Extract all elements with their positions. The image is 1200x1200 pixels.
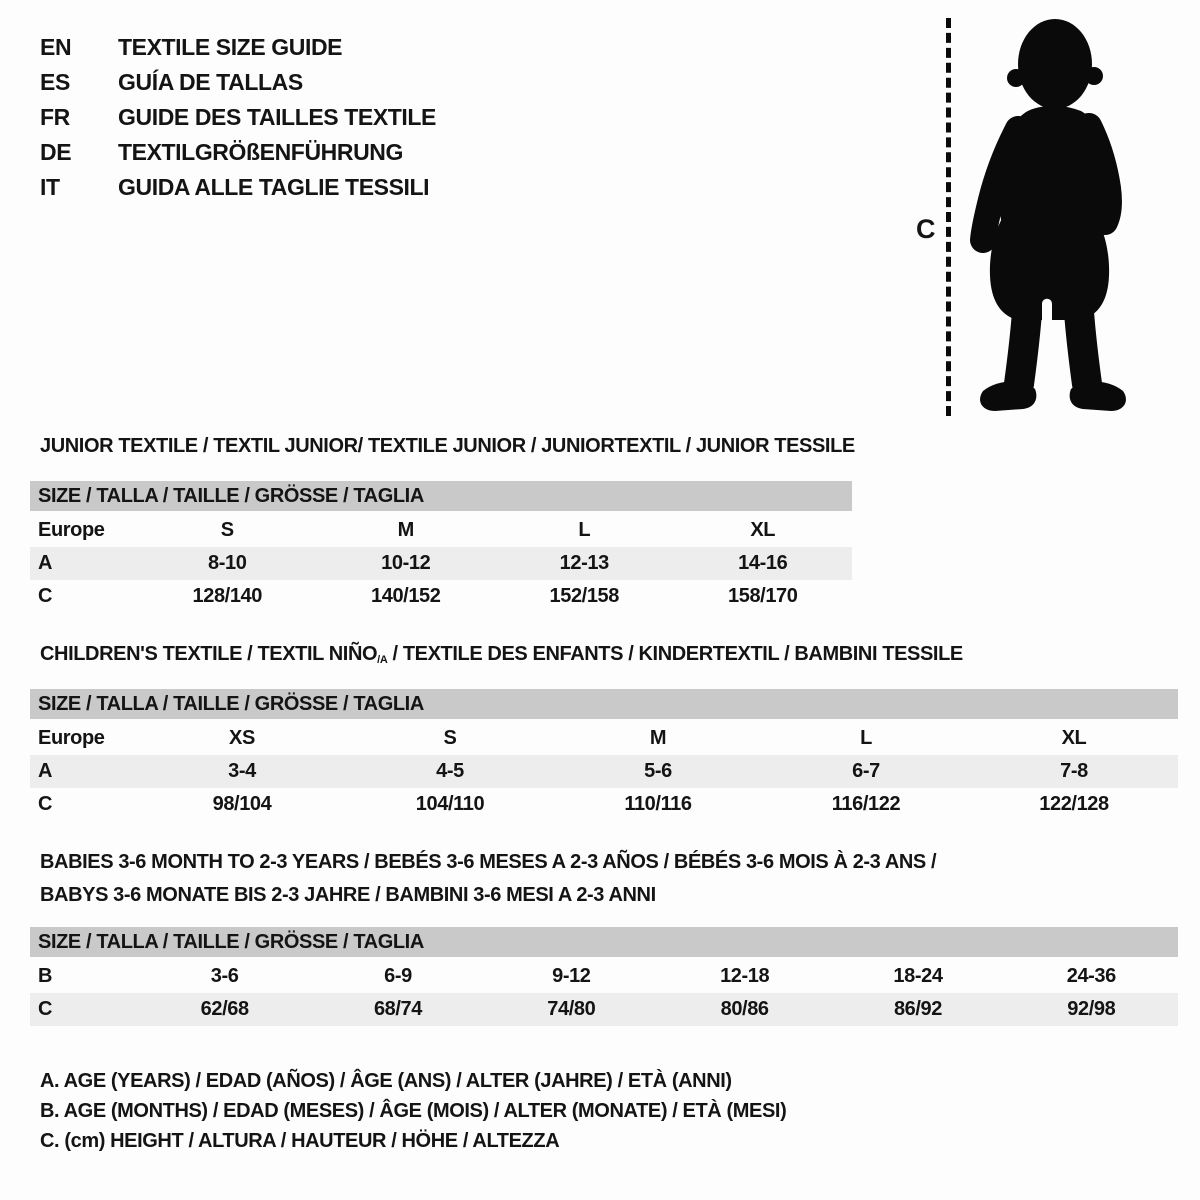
value-cell: 8-10	[208, 552, 247, 574]
value-cell: 3-4	[228, 760, 256, 782]
value-cell: 98/104	[212, 793, 272, 815]
size-table-header-bar: SIZE / TALLA / TAILLE / GRÖSSE / TAGLIA	[30, 481, 852, 511]
row-label-cell: A	[38, 760, 53, 782]
lang-row	[40, 135, 436, 170]
row-label-cell: C	[38, 998, 53, 1020]
value-cell: 6-7	[852, 760, 880, 782]
babies-size-table	[30, 927, 1178, 1026]
value-cell: L	[860, 727, 872, 749]
legend-line-a: A. AGE (YEARS) / EDAD (AÑOS) / ÂGE (ANS) / ALTER (JAHRE) / ETÀ (ANNI)	[40, 1070, 732, 1092]
guide-title: TEXTILE SIZE GUIDE	[118, 34, 343, 60]
value-cell: S	[443, 727, 457, 749]
size-table-header-bar: SIZE / TALLA / TAILLE / GRÖSSE / TAGLIA	[30, 927, 1178, 957]
table-row	[30, 993, 1178, 1026]
value-cell: 86/92	[893, 998, 942, 1020]
guide-title: TEXTILGRÖßENFÜHRUNG	[118, 139, 403, 165]
value-cell: 6-9	[384, 965, 412, 987]
value-cell: XS	[229, 727, 255, 749]
table-row	[30, 788, 1178, 821]
value-cell: 116/122	[831, 793, 901, 815]
value-cell: 12-13	[559, 552, 609, 574]
value-cell: 12-18	[720, 965, 770, 987]
lang-row	[40, 170, 436, 205]
lang-row	[40, 65, 436, 100]
table-row	[30, 514, 852, 547]
value-cell: 158/170	[728, 585, 798, 607]
lang-code: IT	[40, 174, 60, 200]
language-title-block	[40, 30, 436, 205]
section-title-children-subscript: /A	[377, 653, 388, 666]
lang-row	[40, 30, 436, 65]
row-label-cell: C	[38, 793, 53, 815]
table-row	[30, 580, 852, 613]
value-cell: 24-36	[1066, 965, 1116, 987]
table-row	[30, 722, 1178, 755]
value-cell: 18-24	[893, 965, 943, 987]
value-cell: M	[649, 727, 667, 749]
guide-title: GUÍA DE TALLAS	[118, 69, 303, 95]
value-cell: M	[397, 519, 414, 541]
lang-code: EN	[40, 34, 72, 60]
value-cell: 4-5	[436, 760, 464, 782]
guide-title: GUIDE DES TAILLES TEXTILE	[118, 104, 436, 130]
lang-code: FR	[40, 104, 70, 130]
value-cell: 74/80	[547, 998, 596, 1020]
value-cell: 10-12	[381, 552, 431, 574]
value-cell: 62/68	[200, 998, 249, 1020]
value-cell: 9-12	[552, 965, 591, 987]
row-label-cell: C	[38, 585, 53, 607]
value-cell: XL	[750, 519, 776, 541]
guide-title: GUIDA ALLE TAGLIE TESSILI	[118, 174, 430, 200]
value-cell: 104/110	[415, 793, 485, 815]
section-title-babies-line1: BABIES 3-6 MONTH TO 2-3 YEARS / BEBÉS 3-6 MESES A 2-3 AÑOS / BÉBÉS 3-6 MOIS À 2-3 ANS /	[40, 851, 937, 873]
value-cell: XL	[1061, 727, 1087, 749]
size-table-header-bar: SIZE / TALLA / TAILLE / GRÖSSE / TAGLIA	[30, 689, 1178, 719]
row-label-cell: Europe	[38, 519, 105, 541]
section-title-babies-line2: BABYS 3-6 MONATE BIS 2-3 JAHRE / BAMBINI 3-6 MESI A 2-3 ANNI	[40, 884, 656, 906]
lang-code: ES	[40, 69, 70, 95]
row-label-cell: Europe	[38, 727, 105, 749]
value-cell: 7-8	[1060, 760, 1088, 782]
junior-size-table	[30, 481, 852, 613]
value-cell: 140/152	[371, 585, 441, 607]
section-title-babies	[40, 846, 936, 912]
value-cell: 5-6	[644, 760, 672, 782]
value-cell: 122/128	[1039, 793, 1109, 815]
section-title-junior: JUNIOR TEXTILE / TEXTIL JUNIOR/ TEXTILE JUNIOR / JUNIORTEXTIL / JUNIOR TESSILE	[40, 435, 855, 457]
legend-line-b: B. AGE (MONTHS) / EDAD (MESES) / ÂGE (MOIS) / ALTER (MONATE) / ETÀ (MESI)	[40, 1100, 787, 1122]
measurement-legend	[40, 1066, 786, 1156]
section-title-children-suffix: / TEXTILE DES ENFANTS / KINDERTEXTIL / BAMBINI TESSILE	[387, 643, 963, 665]
value-cell: 110/116	[624, 793, 692, 815]
table-row	[30, 960, 1178, 993]
row-label-cell: B	[38, 965, 53, 987]
value-cell: 128/140	[192, 585, 262, 607]
value-cell: 14-16	[738, 552, 788, 574]
value-cell: 80/86	[720, 998, 769, 1020]
value-cell: 152/158	[549, 585, 619, 607]
lang-row	[40, 100, 436, 135]
value-cell: 92/98	[1067, 998, 1116, 1020]
table-row	[30, 547, 852, 580]
table-row	[30, 755, 1178, 788]
value-cell: S	[220, 519, 234, 541]
height-measure-line	[946, 18, 951, 416]
row-label-cell: A	[38, 552, 53, 574]
value-cell: 68/74	[373, 998, 423, 1020]
children-size-table	[30, 689, 1178, 821]
section-title-children	[40, 643, 963, 666]
value-cell: 3-6	[210, 965, 239, 987]
lang-code: DE	[40, 139, 72, 165]
value-cell: L	[578, 519, 591, 541]
baby-silhouette-icon	[962, 14, 1144, 416]
section-title-children-prefix: CHILDREN'S TEXTILE / TEXTIL NIÑO	[40, 643, 378, 665]
legend-line-c: C. (cm) HEIGHT / ALTURA / HAUTEUR / HÖHE / ALTEZZA	[40, 1130, 560, 1152]
height-measure-label: C	[916, 214, 936, 244]
